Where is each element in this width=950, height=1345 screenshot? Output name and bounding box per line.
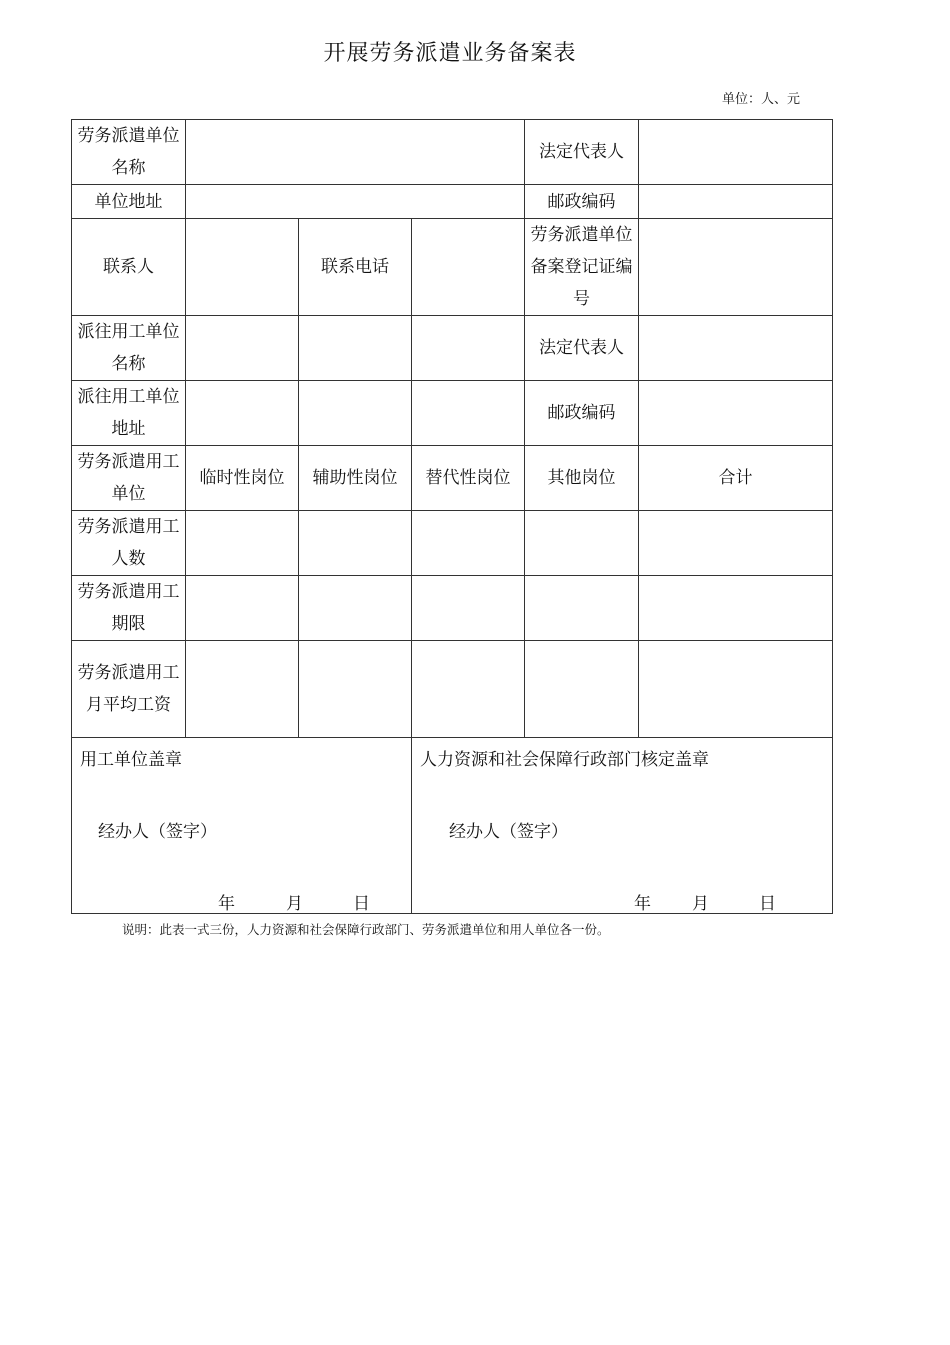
hr-dept-seal-label: 人力资源和社会保障行政部门核定盖章 [420,750,709,770]
header-total: 合计 [639,446,833,511]
label-avg-monthly-wage: 劳务派遣用工月平均工资 [72,641,186,738]
header-substitute-position: 替代性岗位 [412,446,525,511]
term-total[interactable] [639,576,833,641]
label-legal-rep-2: 法定代表人 [525,316,639,381]
wage-temporary[interactable] [186,641,299,738]
label-dispatch-cert-no: 劳务派遣单位备案登记证编号 [525,219,639,316]
headcount-temporary[interactable] [186,511,299,576]
value-employer-unit-address-1[interactable] [186,381,299,446]
hr-date-month: 月 [692,894,709,914]
value-employer-unit-name-2[interactable] [299,316,412,381]
value-legal-rep-1[interactable] [639,120,833,185]
label-unit-address: 单位地址 [72,185,186,219]
label-headcount: 劳务派遣用工人数 [72,511,186,576]
value-dispatch-cert-no[interactable] [639,219,833,316]
hr-dept-seal-cell[interactable] [412,738,833,914]
term-substitute[interactable] [412,576,525,641]
value-employer-unit-address-2[interactable] [299,381,412,446]
headcount-substitute[interactable] [412,511,525,576]
label-dispatch-unit-name: 劳务派遣单位名称 [72,120,186,185]
value-employer-unit-address-3[interactable] [412,381,525,446]
value-contact-person[interactable] [186,219,299,316]
label-legal-rep-1: 法定代表人 [525,120,639,185]
value-unit-address[interactable] [186,185,525,219]
value-employer-unit-name-1[interactable] [186,316,299,381]
hr-date-day: 日 [759,894,776,914]
wage-substitute[interactable] [412,641,525,738]
value-contact-phone[interactable] [412,219,525,316]
term-temporary[interactable] [186,576,299,641]
hr-date-year: 年 [634,894,651,914]
wage-total[interactable] [639,641,833,738]
label-postal-code-1: 邮政编码 [525,185,639,219]
value-postal-code-1[interactable] [639,185,833,219]
headcount-other[interactable] [525,511,639,576]
headcount-auxiliary[interactable] [299,511,412,576]
employer-date-month: 月 [286,894,303,914]
headcount-total[interactable] [639,511,833,576]
header-temporary-position: 临时性岗位 [186,446,299,511]
header-other-position: 其他岗位 [525,446,639,511]
label-employer-unit-name: 派往用工单位名称 [72,316,186,381]
term-auxiliary[interactable] [299,576,412,641]
hr-handler-signature: 经办人（签字） [449,822,568,842]
value-employer-unit-name-3[interactable] [412,316,525,381]
wage-auxiliary[interactable] [299,641,412,738]
employer-seal-label: 用工单位盖章 [80,750,182,770]
label-contact-person: 联系人 [72,219,186,316]
term-other[interactable] [525,576,639,641]
form-title: 开展劳务派遣业务备案表 [323,41,577,66]
label-term: 劳务派遣用工期限 [72,576,186,641]
value-postal-code-2[interactable] [639,381,833,446]
employer-handler-signature: 经办人（签字） [98,822,217,842]
value-legal-rep-2[interactable] [639,316,833,381]
label-contact-phone: 联系电话 [299,219,412,316]
label-dispatch-employer: 劳务派遣用工单位 [72,446,186,511]
employer-date-day: 日 [353,894,370,914]
unit-note: 单位：人、元 [722,92,801,107]
footnote: 说明：此表一式三份，人力资源和社会保障行政部门、劳务派遣单位和用人单位各一份。 [122,922,610,937]
employer-seal-cell[interactable] [72,738,412,914]
label-employer-unit-address: 派往用工单位地址 [72,381,186,446]
header-auxiliary-position: 辅助性岗位 [299,446,412,511]
filing-form-table [71,119,833,914]
employer-date-year: 年 [218,894,235,914]
label-postal-code-2: 邮政编码 [525,381,639,446]
value-dispatch-unit-name[interactable] [186,120,525,185]
wage-other[interactable] [525,641,639,738]
